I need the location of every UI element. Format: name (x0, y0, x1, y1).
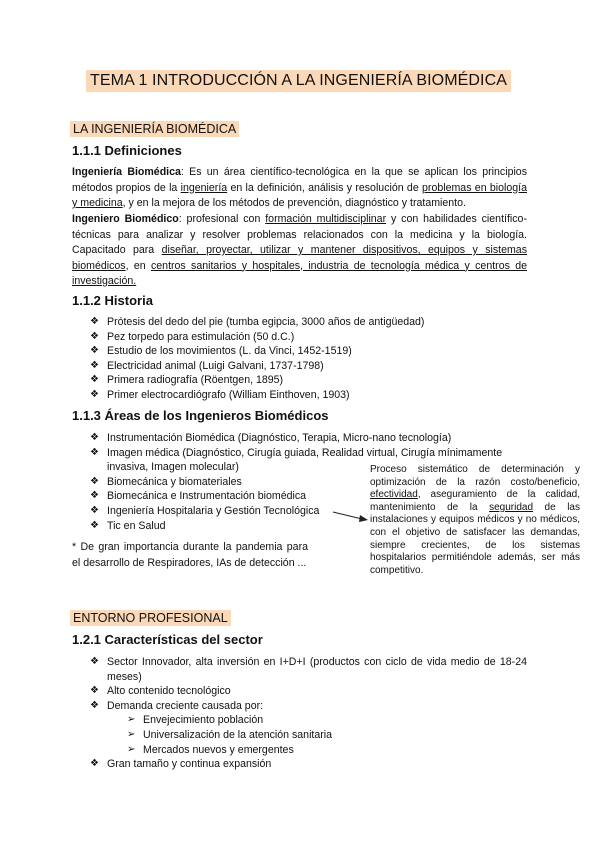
diamond-bullet-icon: ❖ (90, 490, 99, 502)
list-item-text: Ingeniería Hospitalaria y Gestión Tecnológica (107, 504, 320, 517)
list-item (90, 699, 527, 757)
diamond-bullet-icon: ❖ (90, 758, 99, 770)
section-heading-biomedical-engineering: LA INGENIERÍA BIOMÉDICA (70, 121, 239, 137)
diamond-bullet-icon: ❖ (90, 446, 99, 458)
text: , en (125, 259, 151, 272)
diamond-bullet-icon: ❖ (90, 504, 99, 516)
list-item-text: Demanda creciente causada por: (107, 699, 264, 712)
text: y con habilidades científico-técnicas para analizar y resolver problemas relacionados con la medicina y la biología. Capacitado para (72, 213, 527, 256)
list-item-text: Alto contenido tecnológico (107, 685, 231, 698)
term-biomedical-engineering: Ingeniería Biomédica (72, 166, 181, 178)
diamond-bullet-icon: ❖ (90, 388, 99, 400)
list-item-text: Instrumentación Biomédica (Diagnóstico, Terapia, Micro-nano tecnología) (107, 432, 452, 444)
demand-sublist (107, 713, 527, 757)
text: Proceso sistemático de determinación y optimización de la razón costo/beneficio, (370, 464, 580, 488)
list-item-text: Mercados nuevos y emergentes (143, 743, 294, 756)
list-item-text: Biomecánica y biomateriales (107, 475, 242, 488)
diamond-bullet-icon: ❖ (90, 699, 99, 711)
subheading-sector-characteristics: 1.2.1 Características del sector (72, 632, 263, 647)
section-heading-professional-environment: ENTORNO PROFESIONAL (70, 610, 231, 626)
subheading-definitions: 1.1.1 Definiciones (72, 143, 182, 158)
list-item-text: Estudio de los movimientos (L. da Vinci, 1452-1519) (107, 345, 352, 358)
diamond-bullet-icon: ❖ (90, 316, 99, 327)
diamond-bullet-icon: ❖ (90, 359, 99, 371)
subheading-history: 1.1.2 Historia (72, 293, 153, 308)
list-item (90, 655, 527, 684)
text: : Es un área científico-tecnológica en la que se aplican los principios métodos propios de la (72, 166, 527, 194)
list-item-text: Biomecánica e Instrumentación biomédica (107, 490, 307, 503)
list-item-text: Pez torpedo para estimulación (50 d.C.) (107, 330, 295, 343)
text: en la definición, análisis y resolución de (227, 181, 423, 194)
underlined-text: centros sanitarios y hospitales, industria de tecnología médica y centros de investigación. (72, 259, 527, 287)
diamond-bullet-icon: ❖ (90, 475, 99, 487)
subheading-areas: 1.1.3 Áreas de los Ingenieros Biomédicos (72, 408, 329, 423)
sector-list (90, 655, 527, 772)
underlined-text: seguridad (489, 501, 534, 513)
sub-list-item (127, 728, 527, 743)
diamond-bullet-icon: ❖ (90, 432, 99, 443)
list-item-text: Universalización de la atención sanitaria (143, 728, 333, 741)
text: , y en la mejora de los métodos de prevención, diagnóstico y tratamiento. (122, 197, 466, 209)
term-biomedical-engineer: Ingeniero Biomédico (72, 213, 179, 225)
list-item-text: Gran tamaño y continua expansión (107, 758, 272, 771)
hospital-engineering-annotation (370, 464, 580, 577)
diamond-bullet-icon: ❖ (90, 345, 99, 357)
diamond-bullet-icon: ❖ (90, 330, 99, 342)
underlined-text: formación multidisciplinar (265, 213, 387, 225)
list-item-text: Sector Innovador, alta inversión en I+D+I (productos con ciclo de vida medio de 18-24 meses) (107, 656, 527, 683)
arrow-bullet-icon: ➢ (127, 743, 136, 755)
sub-list-item (127, 743, 527, 758)
underlined-text: efectividad (370, 489, 418, 501)
underlined-text: diseñar, proyectar, utilizar y mantener dispositivos, equipos y sistemas biomédicos (72, 244, 527, 272)
text: de las instalaciones y equipos médicos y no médicos, con el objetivo de satisfacer las demandas, siempre crecientes, de los sistemas hospitalarios permitiéndole además, ser más competitivo. (370, 501, 580, 576)
page-title: TEMA 1 INTRODUCCIÓN A LA INGENIERÍA BIOMÉDICA (86, 70, 511, 92)
list-item-text: Electricidad animal (Luigi Galvani, 1737-1798) (107, 359, 324, 372)
list-item (90, 757, 527, 772)
list-item-text: Prótesis del dedo del pie (tumba egipcia, 3000 años de antigüedad) (107, 316, 425, 328)
arrow-bullet-icon: ➢ (127, 714, 136, 726)
list-item-text: Tic en Salud (107, 519, 166, 532)
text: : profesional con (178, 213, 266, 225)
list-item-text: Primer electrocardiógrafo (William Einthoven, 1903) (107, 388, 350, 401)
diamond-bullet-icon: ❖ (90, 519, 99, 531)
diamond-bullet-icon: ❖ (90, 374, 99, 386)
list-item-text: Imagen médica (Diagnóstico, Cirugía guiada, Realidad virtual, Cirugía mínimamente invasiva, Imagen molecular) (107, 446, 503, 474)
list-item (90, 684, 527, 699)
arrow-bullet-icon: ➢ (127, 728, 136, 740)
diamond-bullet-icon: ❖ (90, 656, 99, 667)
underlined-text: problemas en biología y medicina (72, 181, 527, 209)
text: , aseguramiento de la calidad, mantenimiento de la (370, 489, 580, 513)
sub-list-item (127, 713, 527, 728)
list-item-text: Envejecimiento población (143, 714, 264, 727)
diamond-bullet-icon: ❖ (90, 685, 99, 697)
underlined-text: ingeniería (180, 181, 228, 194)
pandemic-note: * De gran importancia durante la pandemia para el desarrollo de Respiradores, IAs de detección ... (72, 541, 308, 569)
list-item-text: Primera radiografía (Röentgen, 1895) (107, 374, 284, 387)
